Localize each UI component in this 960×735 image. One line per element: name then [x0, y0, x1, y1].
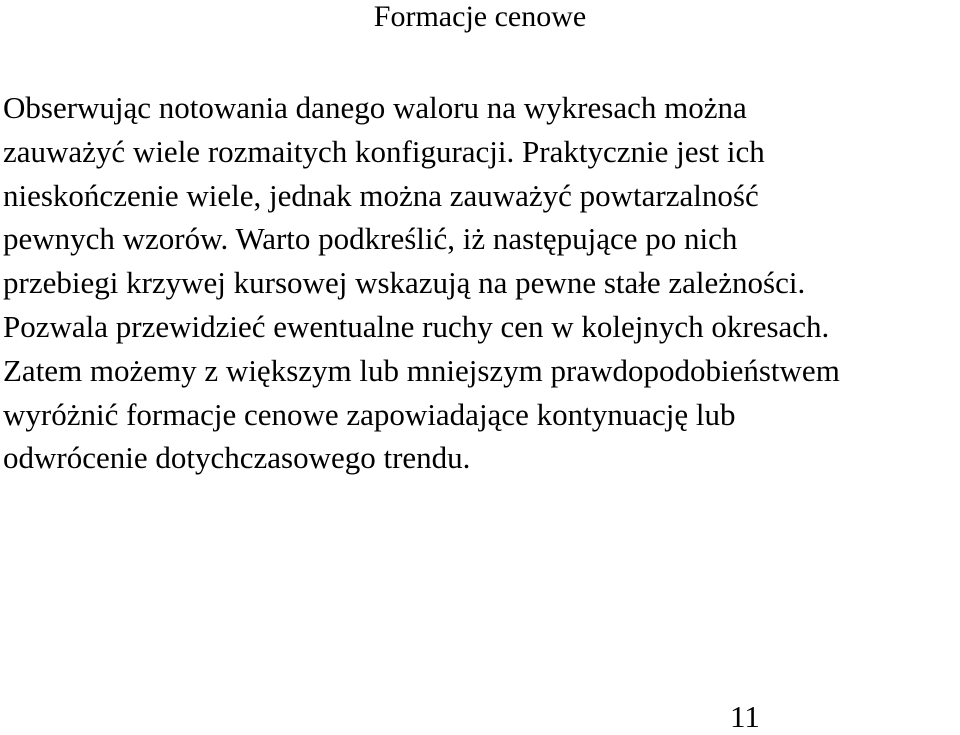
paragraph-line: odwrócenie dotychczasowego trendu.: [3, 440, 471, 476]
paragraph-line: Zatem możemy z większym lub mniejszym prawdopodobieństwem: [3, 352, 840, 388]
body-paragraph: [3, 86, 960, 480]
paragraph-line: przebiegi krzywej kursowej wskazują na pewne stałe zależności.: [3, 265, 806, 301]
paragraph-line: nieskończenie wiele, jednak można zauważyć powtarzalność: [3, 177, 759, 213]
paragraph-line: zauważyć wiele rozmaitych konfiguracji. Praktycznie jest ich: [3, 133, 765, 169]
page-number: 11: [730, 699, 760, 734]
page-title: Formacje cenowe: [373, 0, 587, 33]
paragraph-line: wyróżnić formacje cenowe zapowiadające kontynuację lub: [3, 396, 736, 432]
paragraph-line: Pozwala przewidzieć ewentualne ruchy cen w kolejnych okresach.: [3, 308, 830, 344]
paragraph-line: pewnych wzorów. Warto podkreślić, iż następujące po nich: [3, 221, 738, 257]
paragraph-line: Obserwując notowania danego waloru na wykresach można: [3, 90, 747, 125]
